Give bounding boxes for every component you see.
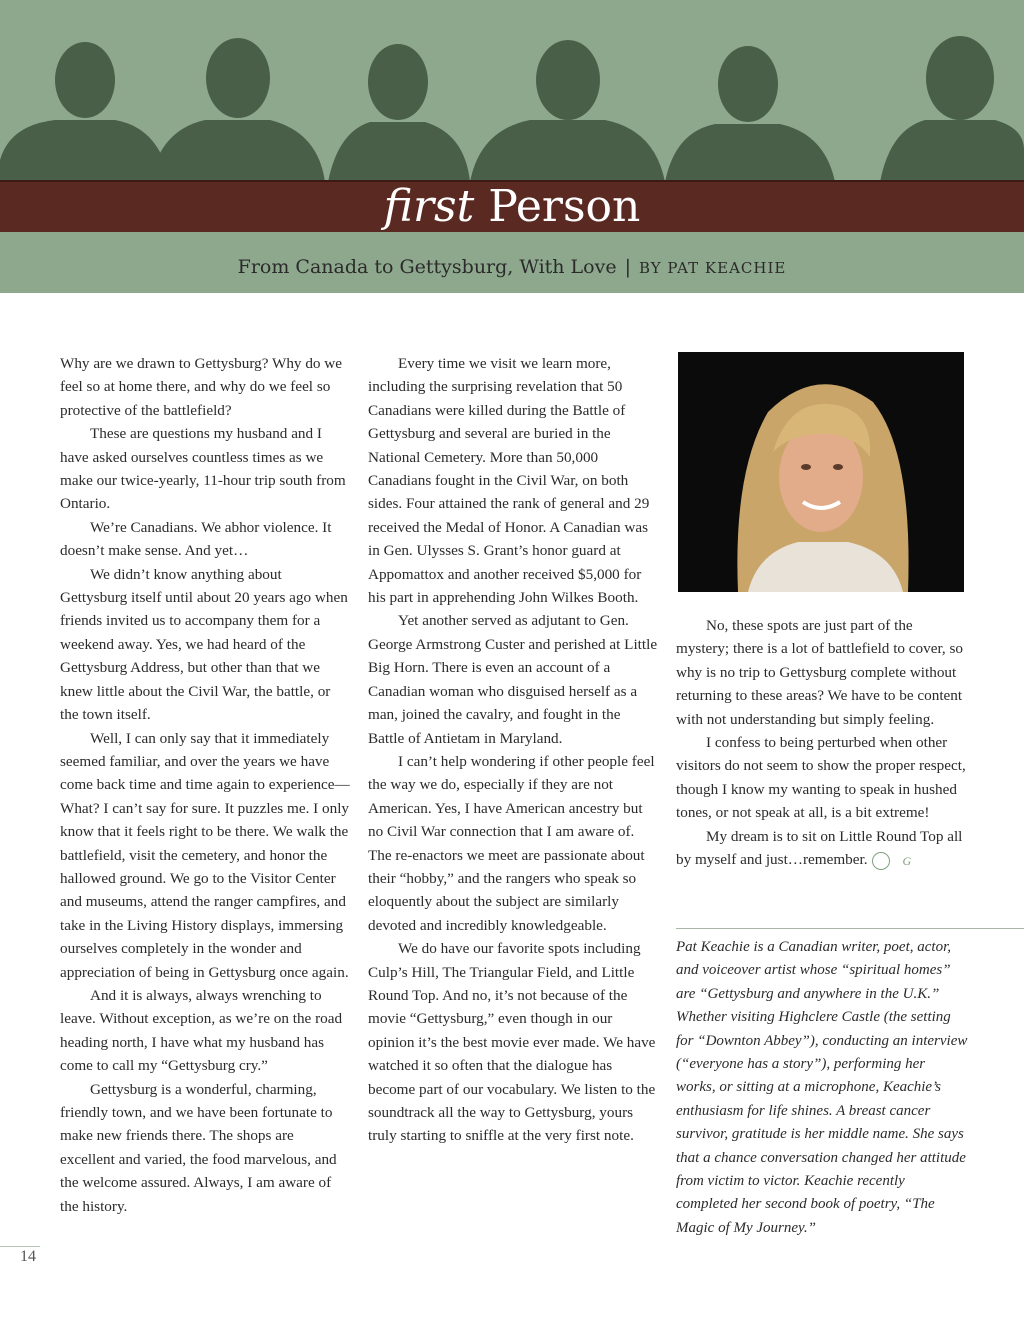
silhouette-2 — [150, 38, 325, 182]
title-first: first — [383, 181, 475, 232]
paragraph: Why are we drawn to Gettysburg? Why do we feel so at home there, and why do we feel so protective of the battlefield? — [60, 355, 343, 419]
paragraph — [676, 825, 968, 872]
article-column-3 — [676, 614, 968, 871]
article-column-2 — [368, 352, 660, 1148]
paragraph: We didn’t know anything about Gettysburg itself until about 20 years ago when friends invited us to accompany them for a weekend away. Yes, we had heard of the Gettysburg Address, but other than that we knew little about the Civil War, the battle, or the town itself. — [60, 565, 348, 724]
subtitle-separator: | — [624, 256, 631, 278]
end-mark-icon: G — [872, 852, 890, 870]
byline: BY PAT KEACHIE — [639, 259, 787, 277]
article-column-1 — [60, 352, 352, 1218]
author-photo — [678, 352, 964, 592]
article-headline: From Canada to Gettysburg, With Love — [237, 256, 617, 278]
silhouette-3 — [328, 44, 470, 182]
paragraph: I can’t help wondering if other people feel the way we do, especially if they are not American. Yes, I have American ancestry but no Civil War connection that I am aware of. The re-enactors we meet are passionate about their “hobby,” and the rangers who speak so eloquently about the subject are similarly devoted and incredibly knowledgeable. — [368, 752, 655, 934]
paragraph: We’re Canadians. We abhor violence. It doesn’t make sense. And yet… — [60, 518, 332, 560]
silhouette-6 — [880, 36, 1024, 182]
page-number: 14 — [20, 1248, 36, 1265]
page-number-rule — [0, 1246, 40, 1247]
paragraph: I confess to being perturbed when other visitors do not seem to show the proper respect, though I know my wanting to speak in hushed tones, or not speak at all, is a bit extreme! — [676, 734, 966, 822]
paragraph: Gettysburg is a wonderful, charming, friendly town, and we have been fortunate to make new friends there. The shops are excellent and varied, the food marvelous, and the welcome assured. Always, I am aware of the history. — [60, 1080, 337, 1215]
article-subtitle — [0, 256, 1024, 278]
silhouettes-illustration — [0, 0, 1024, 182]
bio-divider — [676, 928, 1024, 929]
silhouette-1 — [0, 42, 170, 182]
title-rest: Person — [488, 181, 641, 232]
paragraph: Well, I can only say that it immediately seemed familiar, and over the years we have come back time and time again to experience—What? I can’t say for sure. It puzzles me. I only know that it feels right to be there. We walk the battlefield, visit the cemetery, and honor the hallowed ground. We go to the Visitor Center and museums, attend the ranger campfires, and take in the Living History displays, immersing ourselves completely in the wonder and appreciation of being in Gettysburg once again. — [60, 729, 350, 981]
paragraph: No, these spots are just part of the mystery; there is a lot of battlefield to cover, so why is no trip to Gettysburg complete without returning to these areas? We have to be content with not understanding but simply feeling. — [676, 617, 964, 728]
silhouette-5 — [665, 46, 835, 182]
section-title — [0, 181, 1024, 232]
paragraph: And it is always, always wrenching to leave. Without exception, as we’re on the road heading north, I have what my husband has come to call my “Gettysburg cry.” — [60, 986, 343, 1075]
paragraph: We do have our favorite spots including Culp’s Hill, The Triangular Field, and Little Round Top. And no, it’s not because of the movie “Gettysburg,” even though in our opinion it’s the best movie ever made. We have watched it so often that the dialogue has become part of our vocabulary. We listen to the soundtrack all the way to Gettysburg, yours truly starting to sniffle at the very first note. — [368, 940, 656, 1145]
closing-text: My dream is to sit on Little Round Top all by myself and just…remember. — [676, 827, 963, 869]
paragraph: Every time we visit we learn more, including the surprising revelation that 50 Canadians were killed during the Battle of Gettysburg and several are buried in the National Cemetery. More than 50,000 Canadians fought in the Civil War, on both sides. Four attained the rank of general and 29 received the Medal of Honor. A Canadian was in Gen. Ulysses S. Grant’s honor guard at Appomattox and another received $5,000 for his part in apprehending John Wilkes Booth. — [368, 355, 650, 607]
paragraph: Yet another served as adjutant to Gen. George Armstrong Custer and perished at Little Big Horn. There is even an account of a Canadian woman who disguised herself as a man, joined the cavalry, and fought in the Battle of Antietam in Maryland. — [368, 612, 658, 747]
silhouette-4 — [470, 40, 665, 182]
author-bio: Pat Keachie is a Canadian writer, poet, actor, and voiceover artist whose “spiritual homes” are “Gettysburg and anywhere in the U.K.” Whether visiting Highclere Castle (the setting for “Downton Abbey”), conducting an interview (“everyone has a story”), performing her works, or sitting at a microphone, Keachie’s enthusiasm for life shines. A breast cancer survivor, gratitude is her middle name. She says that a chance conversation changed her attitude from victim to victor. Keachie recently completed her second book of poetry, “The Magic of My Journey.” — [676, 939, 968, 1236]
paragraph: These are questions my husband and I have asked ourselves countless times as we make our twice-yearly, 11-hour trip south from Ontario. — [60, 425, 346, 513]
